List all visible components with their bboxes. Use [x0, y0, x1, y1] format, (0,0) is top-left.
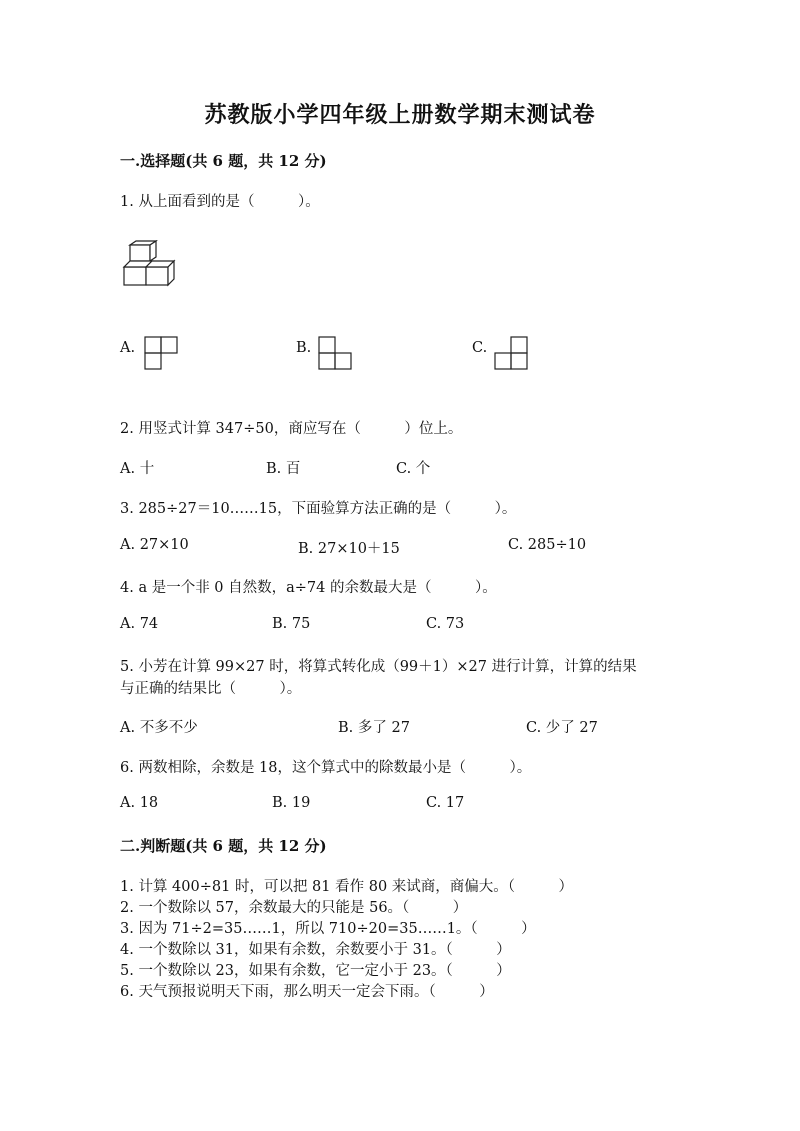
question-4: 4. a 是一个非 0 自然数，a÷74 的余数最大是（ ）。 [120, 580, 497, 596]
q6-option-c: C. 17 [426, 795, 465, 811]
page-title: 苏教版小学四年级上册数学期末测试卷 [204, 102, 596, 128]
judgment-item-1: 1. 计算 400÷81 时，可以把 81 看作 80 来试商，商偏大。（ ） [120, 879, 574, 895]
question-2: 2. 用竖式计算 347÷50，商应写在（ ）位上。 [120, 421, 463, 437]
section-heading-judgment: 二.判断题(共 6 题，共 12 分) [120, 837, 327, 855]
q1-option-b-label: B. [296, 340, 312, 356]
q1-option-b-figure [318, 336, 352, 370]
question-5-line-2: 与正确的结果比（ ）。 [120, 681, 302, 697]
q5-option-c: C. 少了 27 [526, 720, 598, 736]
judgment-item-5: 5. 一个数除以 23，如果有余数，它一定小于 23。（ ） [120, 963, 511, 979]
q5-option-a: A. 不多不少 [120, 720, 198, 736]
q3-option-c: C. 285÷10 [508, 537, 587, 553]
judgment-item-2: 2. 一个数除以 57，余数最大的只能是 56。（ ） [120, 900, 468, 916]
q1-option-c-figure [494, 336, 528, 370]
q2-option-b: B. 百 [266, 461, 301, 477]
q6-option-b: B. 19 [272, 795, 311, 811]
q3-option-b: B. 27×10＋15 [298, 541, 400, 557]
question-3: 3. 285÷27＝10……15，下面验算方法正确的是（ ）。 [120, 501, 517, 517]
q2-option-c: C. 个 [396, 461, 431, 477]
q1-option-a-label: A. [120, 340, 136, 356]
question-6: 6. 两数相除，余数是 18，这个算式中的除数最小是（ ）。 [120, 760, 532, 776]
judgment-item-6: 6. 天气预报说明天下雨，那么明天一定会下雨。（ ） [120, 984, 494, 1000]
q5-option-b: B. 多了 27 [338, 720, 410, 736]
judgment-item-3: 3. 因为 71÷2=35……1，所以 710÷20=35……1。（ ） [120, 921, 536, 937]
q4-option-b: B. 75 [272, 616, 311, 632]
judgment-item-4: 4. 一个数除以 31，如果有余数，余数要小于 31。（ ） [120, 942, 511, 958]
q6-option-a: A. 18 [120, 795, 159, 811]
q1-option-a-figure [144, 336, 178, 370]
q4-option-a: A. 74 [120, 616, 159, 632]
q2-option-a: A. 十 [120, 461, 155, 477]
cube-stack-figure [120, 240, 182, 290]
section-heading-choice: 一.选择题(共 6 题，共 12 分) [120, 152, 327, 170]
question-5-line-1: 5. 小芳在计算 99×27 时，将算式转化成（99＋1）×27 进行计算，计算的结果 [120, 659, 637, 675]
q4-option-c: C. 73 [426, 616, 465, 632]
question-1: 1. 从上面看到的是（ ）。 [120, 194, 320, 210]
q3-option-a: A. 27×10 [120, 537, 189, 553]
q1-option-c-label: C. [472, 340, 488, 356]
